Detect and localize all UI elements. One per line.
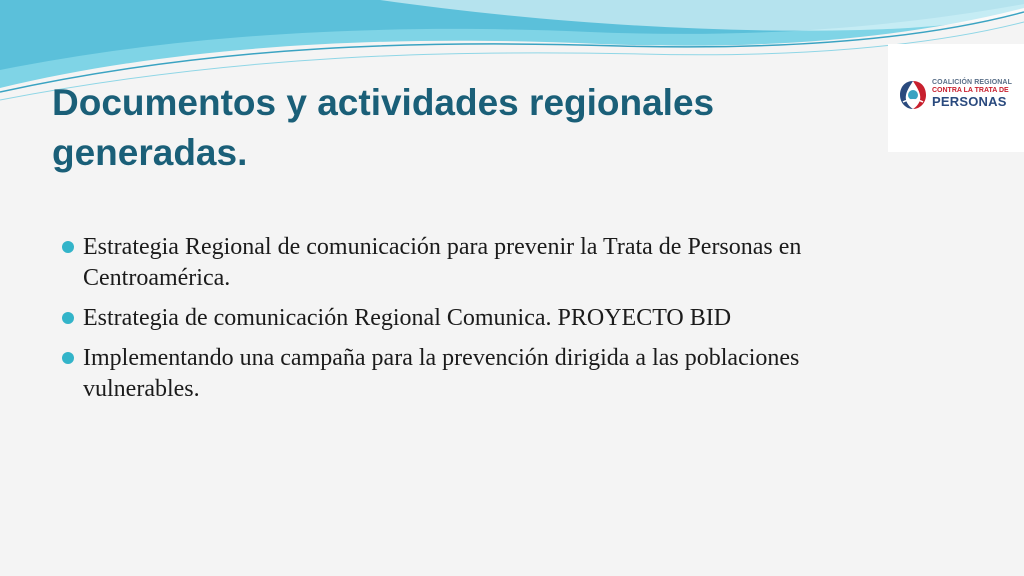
bullet-item [62,343,832,405]
bullet-dot-icon [62,352,74,364]
bullet-item [62,232,832,294]
logo-line-1: COALICIÓN REGIONAL [932,79,1012,86]
slide-title: Documentos y actividades regionales generadas. [52,82,715,173]
bullet-dot-icon [62,312,74,324]
bullet-item [62,303,832,334]
logo-line-3: PERSONAS [932,94,1007,109]
bullet-list [62,232,832,414]
logo-line-2: CONTRA LA TRATA DE [932,87,1009,94]
bullet-text: Implementando una campaña para la prevención dirigida a las poblaciones vulnerables. [83,345,800,402]
bullet-text: Estrategia de comunicación Regional Comunica. PROYECTO BID [83,305,732,331]
coalition-logo-text [932,79,1022,108]
coalition-emblem-icon [898,78,928,112]
coalition-logo [888,44,1024,152]
bullet-text: Estrategia Regional de comunicación para prevenir la Trata de Personas en Centroamérica. [83,234,802,291]
bullet-dot-icon [62,241,74,253]
